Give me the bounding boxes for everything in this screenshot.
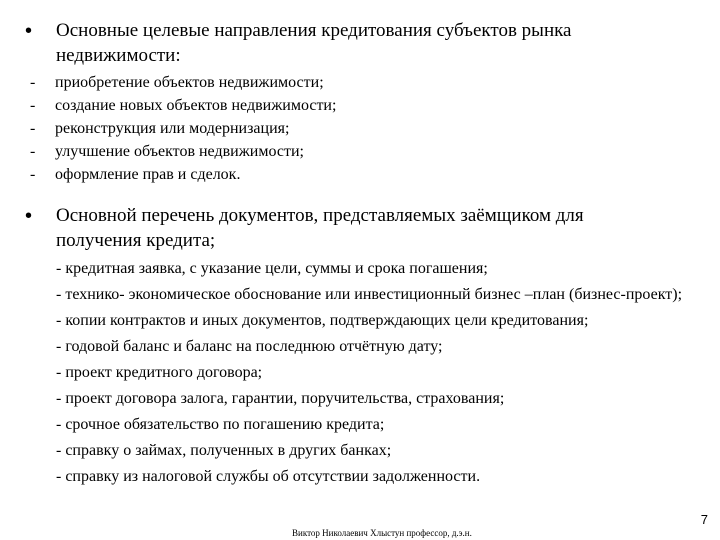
section2-heading: Основной перечень документов, представляемых заёмщиком для получения кредита; — [56, 205, 584, 251]
list-item-text: приобретение объектов недвижимости; — [55, 74, 324, 91]
list-item — [0, 71, 720, 94]
documents-list — [56, 256, 686, 490]
list-item — [0, 140, 720, 163]
list-item: - проект договора залога, гарантии, поручительства, страхования; — [56, 390, 505, 407]
dash-icon: - — [30, 166, 36, 183]
section1-heading: Основные целевые направления кредитования субъектов рынка недвижимости: — [56, 20, 572, 66]
dash-icon: - — [30, 97, 36, 114]
page-number: 7 — [700, 512, 708, 527]
list-item: - срочное обязательство по погашению кредита; — [56, 416, 385, 433]
target-directions-list — [0, 71, 720, 186]
dash-icon: - — [30, 74, 36, 91]
list-item — [0, 163, 720, 186]
bullet-icon: • — [25, 20, 33, 42]
footer-author: Виктор Николаевич Хлыстун профессор, д.э.н. — [292, 528, 472, 538]
list-item: - технико- экономическое обоснование или инвестиционный бизнес –план (бизнес-проект); — [56, 286, 683, 303]
list-item: - кредитная заявка, с указание цели, суммы и срока погашения; — [56, 260, 488, 277]
list-item-text: реконструкция или модернизация; — [55, 120, 290, 137]
list-item-text: оформление прав и сделок. — [55, 166, 241, 183]
list-item: - годовой баланс и баланс на последнюю отчётную дату; — [56, 338, 443, 355]
list-item: - справку из налоговой службы об отсутствии задолженности. — [56, 468, 481, 485]
bullet-icon: • — [25, 205, 33, 227]
list-item: - копии контрактов и иных документов, подтверждающих цели кредитования; — [56, 312, 589, 329]
list-item-text: улучшение объектов недвижимости; — [55, 143, 304, 160]
list-item: - проект кредитного договора; — [56, 364, 263, 381]
list-item — [0, 117, 720, 140]
dash-icon: - — [30, 120, 36, 137]
list-item: - справку о займах, полученных в других банках; — [56, 442, 392, 459]
dash-icon: - — [30, 143, 36, 160]
list-item — [0, 94, 720, 117]
list-item-text: создание новых объектов недвижимости; — [55, 97, 337, 114]
